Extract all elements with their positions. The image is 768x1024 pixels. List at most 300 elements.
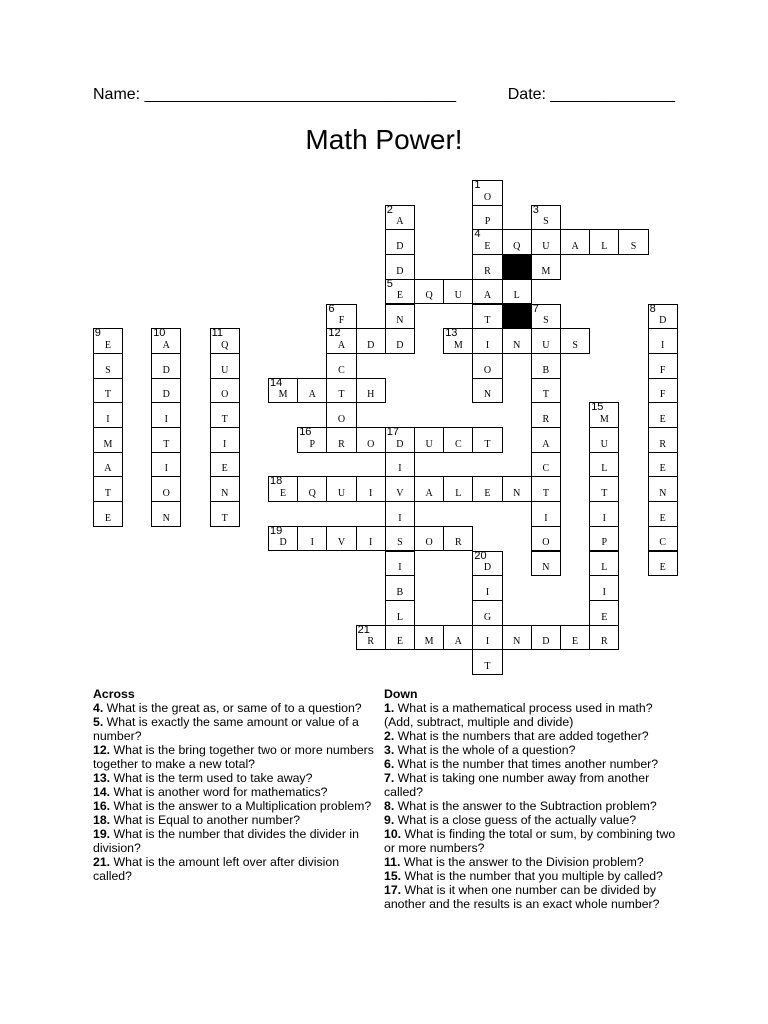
cell-letter: S <box>543 216 549 228</box>
cell-letter: T <box>338 389 345 401</box>
grid-cell[interactable] <box>385 526 415 552</box>
down-clue <box>384 799 676 813</box>
cell-letter: Q <box>221 339 229 351</box>
grid-cell[interactable] <box>414 279 444 305</box>
grid-cell[interactable] <box>472 304 502 330</box>
grid-cell[interactable] <box>385 476 415 502</box>
cell-letter: I <box>485 586 490 598</box>
clue-number: 14. <box>93 785 111 799</box>
down-clue <box>384 883 676 911</box>
grid-cell[interactable] <box>472 427 502 453</box>
grid-cell[interactable] <box>531 402 561 428</box>
grid-cell[interactable] <box>531 625 561 651</box>
cell-letter: F <box>338 315 345 327</box>
grid-cell[interactable] <box>385 205 415 231</box>
grid-cell[interactable] <box>356 427 386 453</box>
cell-letter: I <box>164 413 168 425</box>
grid-cell[interactable] <box>531 353 561 379</box>
cell-letter: V <box>337 537 346 549</box>
down-clue <box>384 855 676 869</box>
grid-cell[interactable] <box>472 254 502 280</box>
clue-text: What is finding the total or sum, by combining two or more numbers? <box>384 827 676 855</box>
grid-cell[interactable] <box>560 328 590 354</box>
grid-cell[interactable] <box>472 600 502 626</box>
cell-letter: U <box>542 339 550 351</box>
grid-cell[interactable] <box>443 625 473 651</box>
cell-letter: E <box>659 463 666 475</box>
grid-cell[interactable] <box>531 229 561 255</box>
cell-letter: U <box>542 241 550 253</box>
cell-letter: V <box>396 488 404 500</box>
grid-cell[interactable] <box>93 328 123 354</box>
cell-letter: A <box>308 389 316 401</box>
cell-letter: G <box>483 611 492 623</box>
cell-letter: M <box>103 438 113 450</box>
cell-letter: P <box>601 537 608 549</box>
cell-letter: N <box>483 389 492 401</box>
cell-letter: T <box>542 389 549 401</box>
grid-cell[interactable] <box>210 402 240 428</box>
cell-letter: E <box>659 562 666 574</box>
grid-cell[interactable] <box>151 328 181 354</box>
clue-number: 12 <box>328 327 341 340</box>
cell-letter: U <box>337 488 346 500</box>
grid-cell[interactable] <box>502 279 532 305</box>
grid-cell[interactable] <box>648 427 678 453</box>
grid-cell[interactable] <box>210 353 240 379</box>
across-clue <box>93 743 378 771</box>
clue-text: What is the answer to the Division problem? <box>400 855 644 869</box>
grid-cell[interactable] <box>385 254 415 280</box>
cell-letter: I <box>164 463 168 475</box>
grid-cell[interactable] <box>648 328 678 354</box>
cell-letter: O <box>367 438 375 450</box>
grid-cell[interactable] <box>443 476 473 502</box>
grid-cell[interactable] <box>648 526 678 552</box>
grid-cell[interactable] <box>385 501 415 527</box>
cell-letter: D <box>396 265 404 277</box>
cell-letter: Q <box>425 290 433 302</box>
grid-cell[interactable] <box>472 279 502 305</box>
cell-letter: O <box>337 413 346 425</box>
grid-cell[interactable] <box>648 551 678 577</box>
grid-cell[interactable] <box>297 476 327 502</box>
grid-cell[interactable] <box>326 526 356 552</box>
clue-number: 21 <box>357 623 370 636</box>
across-clue <box>93 771 378 785</box>
grid-cell[interactable] <box>472 353 502 379</box>
cell-letter: T <box>221 413 228 425</box>
cell-letter: I <box>398 512 402 524</box>
clue-text: What is Equal to another number? <box>110 813 301 827</box>
name-field-label[interactable]: Name: ___________________________________ <box>93 86 457 103</box>
cell-letter: F <box>659 389 666 401</box>
cell-letter: S <box>397 537 403 549</box>
grid-cell[interactable] <box>268 476 298 502</box>
clue-number: 13 <box>445 327 458 340</box>
grid-cell[interactable] <box>210 501 240 527</box>
cell-letter: I <box>398 463 402 475</box>
cell-letter: D <box>659 315 667 327</box>
cell-letter: T <box>484 315 491 327</box>
grid-cell[interactable] <box>385 229 415 255</box>
clue-number: 16. <box>93 799 111 813</box>
clue-text: What is the whole of a question? <box>394 743 576 757</box>
cell-letter: A <box>483 290 492 302</box>
across-clue <box>93 813 378 827</box>
cell-letter: M <box>278 389 288 401</box>
clue-number: 6. <box>384 757 395 771</box>
cell-letter: D <box>367 339 375 351</box>
grid-cell[interactable] <box>151 476 181 502</box>
grid-cell[interactable] <box>414 427 444 453</box>
clue-number: 6 <box>328 302 335 315</box>
grid-cell[interactable] <box>385 551 415 577</box>
clue-number: 10. <box>384 827 402 841</box>
cell-letter: S <box>543 315 549 327</box>
grid-cell[interactable] <box>385 452 415 478</box>
clue-number: 12. <box>93 743 111 757</box>
grid-cell[interactable] <box>210 476 240 502</box>
grid-cell[interactable] <box>589 600 619 626</box>
grid-cell[interactable] <box>472 229 502 255</box>
cell-letter: M <box>599 413 609 425</box>
grid-cell[interactable] <box>560 625 590 651</box>
clue-number: 1 <box>474 179 481 191</box>
cell-letter: E <box>104 339 111 351</box>
cell-letter: T <box>163 438 170 450</box>
cell-letter: O <box>483 191 492 203</box>
grid-cell[interactable] <box>414 625 444 651</box>
cell-letter: C <box>338 364 345 376</box>
grid-cell[interactable] <box>326 427 356 453</box>
down-clues <box>384 687 676 911</box>
cell-letter: D <box>396 339 404 351</box>
cell-letter: E <box>280 488 287 500</box>
cell-letter: I <box>369 537 373 549</box>
grid-cell[interactable] <box>531 551 561 577</box>
cell-letter: E <box>601 611 608 623</box>
cell-letter: N <box>513 339 521 351</box>
cell-letter: T <box>542 488 549 500</box>
cell-letter: M <box>453 339 463 351</box>
clue-number: 5. <box>93 715 104 729</box>
cell-letter: H <box>367 389 375 401</box>
clue-number: 17. <box>384 883 402 897</box>
cell-letter: I <box>485 636 490 648</box>
grid-cell[interactable] <box>385 279 415 305</box>
grid-cell[interactable] <box>472 205 502 231</box>
cell-letter: E <box>659 512 666 524</box>
grid-cell[interactable] <box>93 452 123 478</box>
page-title: Math Power! <box>305 124 463 155</box>
grid-cell[interactable] <box>326 402 356 428</box>
clue-number: 1. <box>384 701 395 715</box>
grid-cell[interactable] <box>618 229 648 255</box>
cell-letter: L <box>513 290 520 302</box>
clue-number: 19 <box>270 524 283 537</box>
grid-cell[interactable] <box>326 378 356 404</box>
grid-cell[interactable] <box>385 575 415 601</box>
grid-cell[interactable] <box>502 476 532 502</box>
cell-letter: Q <box>513 241 521 253</box>
cell-letter: T <box>221 512 228 524</box>
grid-cell[interactable] <box>297 427 327 453</box>
grid-cell[interactable] <box>151 427 181 453</box>
grid-cell[interactable] <box>589 526 619 552</box>
grid-cell[interactable] <box>531 526 561 552</box>
cell-letter: R <box>600 636 608 648</box>
grid-cell[interactable] <box>443 328 473 354</box>
down-clue <box>384 869 676 883</box>
cell-letter: U <box>425 438 433 450</box>
clue-text: What is the term used to take away? <box>110 771 313 785</box>
grid-cell[interactable] <box>93 476 123 502</box>
clue-text: What is taking one number away from another called? <box>384 771 650 799</box>
grid-cell[interactable] <box>210 378 240 404</box>
cell-letter: I <box>106 413 110 425</box>
grid-cell[interactable] <box>210 328 240 354</box>
down-clue <box>384 757 676 771</box>
grid-cell[interactable] <box>472 551 502 577</box>
cell-letter: N <box>221 488 229 500</box>
grid-cell[interactable] <box>385 600 415 626</box>
cell-letter: N <box>396 315 404 327</box>
clue-number: 11. <box>384 855 401 869</box>
grid-cell[interactable] <box>589 625 619 651</box>
across-clue <box>93 715 378 743</box>
down-clue <box>384 701 676 729</box>
cell-letter: D <box>542 636 550 648</box>
grid-cell[interactable] <box>93 427 123 453</box>
grid-block <box>502 254 532 280</box>
cell-letter: F <box>659 364 666 376</box>
grid-cell[interactable] <box>472 328 502 354</box>
cell-letter: E <box>396 290 403 302</box>
cell-letter: E <box>104 512 111 524</box>
cell-letter: N <box>659 488 667 500</box>
clue-number: 11 <box>211 327 224 340</box>
cell-letter: I <box>602 586 606 598</box>
grid-cell[interactable] <box>326 353 356 379</box>
cell-letter: B <box>542 364 550 376</box>
cell-letter: A <box>454 636 462 648</box>
grid-cell[interactable] <box>443 526 473 552</box>
grid-cell[interactable] <box>297 526 327 552</box>
grid-cell[interactable] <box>589 427 619 453</box>
grid-cell[interactable] <box>356 625 386 651</box>
cell-letter: L <box>396 611 403 623</box>
grid-cell[interactable] <box>531 501 561 527</box>
grid-cell[interactable] <box>472 625 502 651</box>
grid-cell[interactable] <box>589 402 619 428</box>
grid-cell[interactable] <box>356 526 386 552</box>
clue-text: What is a mathematical process used in math? (Add, subtract, multiple and divide) <box>384 701 653 729</box>
grid-block <box>502 304 532 330</box>
grid-cell[interactable] <box>414 526 444 552</box>
date-field-label[interactable]: Date: ______________ <box>507 86 675 103</box>
cell-letter: N <box>513 636 521 648</box>
grid-cell[interactable] <box>589 501 619 527</box>
clue-text: What is the bring together two or more numbers together to make a new total? <box>93 743 374 771</box>
cell-letter: O <box>162 488 170 500</box>
cell-letter: T <box>601 488 608 500</box>
cell-letter: N <box>513 488 521 500</box>
grid-cell[interactable] <box>210 452 240 478</box>
grid-cell[interactable] <box>648 353 678 379</box>
clue-number: 9 <box>94 327 101 340</box>
grid-cell[interactable] <box>385 328 415 354</box>
clue-text: What is the numbers that are added together? <box>394 729 649 743</box>
grid-cell[interactable] <box>356 378 386 404</box>
grid-cell[interactable] <box>502 625 532 651</box>
grid-cell[interactable] <box>589 575 619 601</box>
clue-text: What is the great as, or same of to a question? <box>103 701 362 715</box>
grid-cell[interactable] <box>93 353 123 379</box>
grid-cell[interactable] <box>472 378 502 404</box>
clue-text: What is another word for mathematics? <box>110 785 328 799</box>
grid-cell[interactable] <box>648 501 678 527</box>
grid-cell[interactable] <box>531 328 561 354</box>
clue-number: 2. <box>384 729 395 743</box>
clue-number: 4 <box>474 228 481 241</box>
cell-letter: A <box>337 339 346 351</box>
cell-letter: A <box>396 216 404 228</box>
cell-letter: D <box>279 537 287 549</box>
cell-letter: D <box>483 562 492 574</box>
down-clue <box>384 729 676 743</box>
cell-letter: I <box>661 339 665 351</box>
clue-text: What is the number that times another number? <box>394 757 659 771</box>
grid-cell[interactable] <box>472 649 502 675</box>
grid-cell[interactable] <box>93 378 123 404</box>
grid-cell[interactable] <box>443 279 473 305</box>
grid-cell[interactable] <box>472 180 502 206</box>
grid-cell[interactable] <box>151 452 181 478</box>
grid-cell[interactable] <box>531 205 561 231</box>
clue-number: 18 <box>270 475 283 488</box>
clue-number: 4. <box>93 701 104 715</box>
grid-cell[interactable] <box>93 402 123 428</box>
down-clue <box>384 813 676 827</box>
grid-cell[interactable] <box>326 328 356 354</box>
grid-cell[interactable] <box>589 476 619 502</box>
clue-number: 5 <box>386 277 393 290</box>
grid-cell[interactable] <box>472 476 502 502</box>
grid-cell[interactable] <box>589 229 619 255</box>
cell-letter: O <box>542 537 550 549</box>
grid-cell[interactable] <box>589 551 619 577</box>
cell-letter: E <box>572 636 579 648</box>
cell-letter: Q <box>308 488 316 500</box>
cell-letter: I <box>369 488 373 500</box>
clue-number: 8. <box>384 799 395 813</box>
grid-cell[interactable] <box>268 378 298 404</box>
clue-text: What is the answer to a Multiplication problem? <box>110 799 372 813</box>
cell-letter: O <box>483 364 492 376</box>
grid-cell[interactable] <box>356 328 386 354</box>
grid-cell[interactable] <box>531 452 561 478</box>
cell-letter: C <box>454 438 462 450</box>
grid-cell[interactable] <box>326 476 356 502</box>
grid-cell[interactable] <box>414 476 444 502</box>
cell-letter: I <box>398 562 402 574</box>
cell-letter: L <box>601 562 608 574</box>
cell-letter: R <box>542 413 550 425</box>
grid-cell[interactable] <box>385 427 415 453</box>
grid-cell[interactable] <box>502 229 532 255</box>
cell-letter: T <box>104 389 111 401</box>
cell-letter: B <box>396 586 404 598</box>
across-clue <box>93 701 378 715</box>
cell-letter: A <box>162 339 170 351</box>
grid-cell[interactable] <box>297 378 327 404</box>
down-clue-list <box>384 701 676 911</box>
cell-letter: E <box>396 636 403 648</box>
grid-cell[interactable] <box>531 476 561 502</box>
grid-cell[interactable] <box>93 501 123 527</box>
grid-cell[interactable] <box>356 476 386 502</box>
clue-number: 13. <box>93 771 111 785</box>
grid-cell[interactable] <box>472 575 502 601</box>
grid-cell[interactable] <box>502 328 532 354</box>
cell-letter: P <box>309 438 316 450</box>
grid-cell[interactable] <box>151 501 181 527</box>
grid-cell[interactable] <box>648 378 678 404</box>
clue-number: 15 <box>591 401 604 414</box>
cell-letter: U <box>454 290 462 302</box>
grid-cell[interactable] <box>151 353 181 379</box>
grid-cell[interactable] <box>268 526 298 552</box>
cell-letter: P <box>484 216 491 228</box>
grid-cell[interactable] <box>531 378 561 404</box>
cell-letter: S <box>572 339 578 351</box>
grid-cell[interactable] <box>560 229 590 255</box>
across-clue <box>93 799 378 813</box>
across-clue <box>93 827 378 855</box>
grid-cell[interactable] <box>589 452 619 478</box>
cell-letter: A <box>571 241 579 253</box>
clue-text: What is the number that divides the divider in division? <box>93 827 359 855</box>
clue-number: 8 <box>649 302 656 315</box>
clue-number: 10 <box>153 327 166 340</box>
grid-cell[interactable] <box>648 476 678 502</box>
grid-cell[interactable] <box>326 304 356 330</box>
clue-text: What is the number that you multiple by called? <box>401 869 663 883</box>
cell-letter: C <box>659 537 667 549</box>
grid-cell[interactable] <box>531 254 561 280</box>
down-clue <box>384 771 676 799</box>
grid-cell[interactable] <box>210 427 240 453</box>
grid-cell[interactable] <box>151 378 181 404</box>
grid-cell[interactable] <box>443 427 473 453</box>
cell-letter: E <box>484 488 491 500</box>
clue-number: 16 <box>299 426 312 438</box>
grid-cell[interactable] <box>648 304 678 330</box>
grid-cell[interactable] <box>385 625 415 651</box>
grid-cell[interactable] <box>385 304 415 330</box>
across-clue <box>93 855 378 883</box>
grid-cell[interactable] <box>531 427 561 453</box>
grid-cell[interactable] <box>151 402 181 428</box>
cell-letter: U <box>221 364 229 376</box>
grid-cell[interactable] <box>648 452 678 478</box>
clue-number: 3 <box>532 203 539 216</box>
grid-cell[interactable] <box>531 304 561 330</box>
grid-cell[interactable] <box>648 402 678 428</box>
clue-number: 7 <box>532 302 539 315</box>
cell-letter: I <box>485 339 490 351</box>
